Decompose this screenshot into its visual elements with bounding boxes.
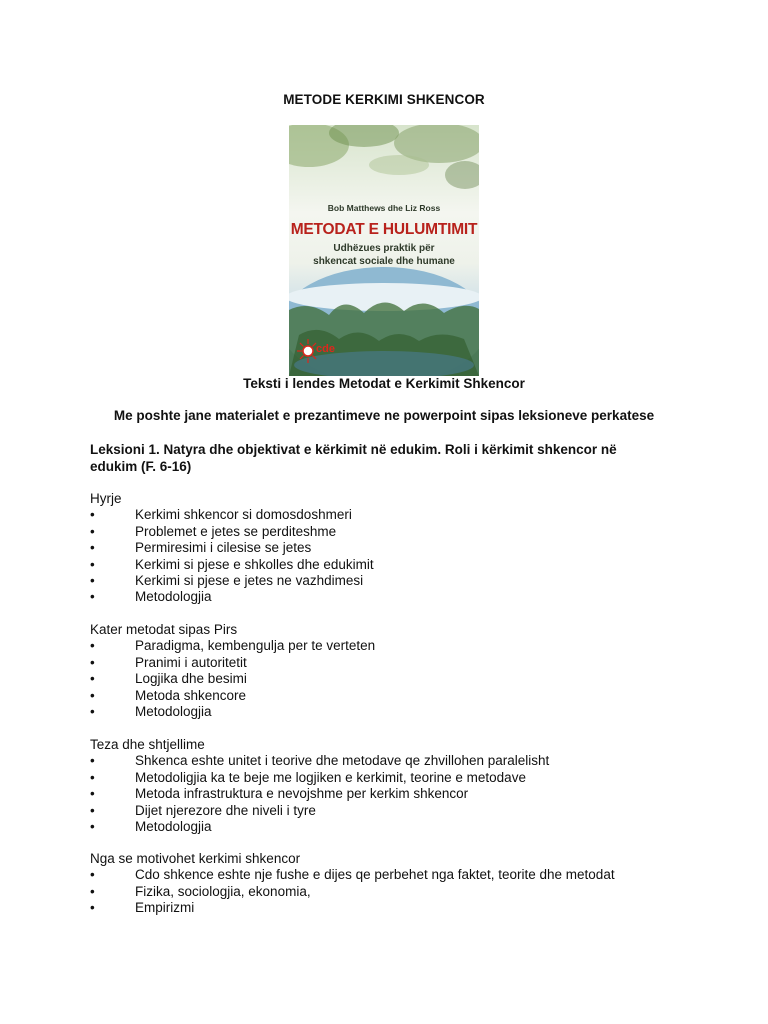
list-item-text: Shkenca eshte unitet i teorive dhe metodave qe zhvillohen paralelisht — [135, 753, 550, 769]
list-item-text: Metoda shkencore — [135, 687, 247, 703]
section-heading: Hyrje — [90, 491, 122, 506]
book-cover-image — [289, 125, 479, 376]
bullet: • — [90, 704, 95, 720]
list-item — [90, 900, 710, 916]
list-item-text: Pranimi i autoritetit — [135, 654, 247, 670]
section-hyrje — [90, 491, 710, 606]
bullet: • — [90, 753, 95, 769]
bullet: • — [90, 671, 95, 687]
list-item — [90, 819, 710, 835]
list-item — [90, 803, 710, 819]
bullet: • — [90, 819, 95, 835]
section-motivohet — [90, 851, 710, 917]
bullet: • — [90, 507, 95, 523]
list-item-text: Fizika, sociologjia, ekonomia, — [135, 883, 311, 899]
bullet: • — [90, 687, 95, 703]
lesson-title-line1: Leksioni 1. Natyra dhe objektivat e kërkimit në edukim. Roli i kërkimit shkencor në — [90, 442, 617, 457]
bullet: • — [90, 883, 95, 899]
bullet: • — [90, 523, 95, 539]
list-item — [90, 507, 710, 523]
section-teza — [90, 737, 710, 835]
list-item-text: Kerkimi si pjese e jetes ne vazhdimesi — [135, 573, 364, 589]
list-item-text: Kerkimi shkencor si domosdoshmeri — [135, 507, 352, 523]
book-title: METODAT E HULUMTIMIT — [290, 221, 478, 238]
book-caption: Teksti i lendes Metodat e Kerkimit Shkencor — [243, 376, 525, 391]
list-item-text: Dijet njerezore dhe niveli i tyre — [135, 802, 316, 818]
bullet: • — [90, 589, 95, 605]
list-item — [90, 655, 710, 671]
list-item — [90, 589, 710, 605]
bullet: • — [90, 769, 95, 785]
bullet: • — [90, 786, 95, 802]
list-item — [90, 638, 710, 654]
list-item-text: Permiresimi i cilesise se jetes — [135, 540, 312, 556]
list-item-text: Empirizmi — [135, 900, 195, 916]
lesson-title — [90, 441, 680, 475]
list-item-text: Metodoligjia ka te beje me logjiken e kerkimit, teorine e metodave — [135, 769, 526, 785]
book-subtitle-line1: Udhëzues praktik për — [333, 243, 435, 254]
bullet: • — [90, 556, 95, 572]
list-item — [90, 704, 710, 720]
bullet: • — [90, 867, 95, 883]
list-item — [90, 867, 710, 883]
publisher-logo: cde — [316, 343, 335, 355]
book-authors: Bob Matthews dhe Liz Ross — [327, 203, 441, 213]
list-item-text: Metodologjia — [135, 819, 212, 835]
bullet: • — [90, 638, 95, 654]
bullet: • — [90, 654, 95, 670]
list-item-text: Cdo shkence eshte nje fushe e dijes qe perbehet nga faktet, teorite dhe metodat — [135, 867, 615, 883]
section-heading: Kater metodat sipas Pirs — [90, 622, 238, 637]
bullet: • — [90, 802, 95, 818]
list-item — [90, 753, 710, 769]
list-item — [90, 573, 710, 589]
list-item-text: Metoda infrastruktura e nevojshme per kerkim shkencor — [135, 786, 469, 802]
list-item-text: Problemet e jetes se perditeshme — [135, 523, 337, 539]
list-item — [90, 770, 710, 786]
list-item — [90, 688, 710, 704]
section-kater-metodat — [90, 622, 710, 720]
list-item — [90, 671, 710, 687]
bullet: • — [90, 573, 95, 589]
list-item — [90, 540, 710, 556]
list-item — [90, 786, 710, 802]
section-heading: Nga se motivohet kerkimi shkencor — [90, 851, 301, 866]
list-item-text: Metodologjia — [135, 704, 212, 720]
list-item-text: Kerkimi si pjese e shkolles dhe edukimit — [135, 556, 374, 572]
bullet: • — [90, 540, 95, 556]
lesson-title-line2: edukim (F. 6-16) — [90, 459, 192, 474]
intro-text: Me poshte jane materialet e prezantimeve ne powerpoint sipas leksioneve perkatese — [113, 408, 655, 423]
bullet: • — [90, 900, 95, 916]
page-title: METODE KERKIMI SHKENCOR — [283, 92, 485, 107]
book-subtitle-line2: shkencat sociale dhe humane — [313, 256, 455, 267]
section-heading: Teza dhe shtjellime — [90, 737, 205, 752]
list-item-text: Metodologjia — [135, 589, 212, 605]
list-item — [90, 884, 710, 900]
list-item-text: Logjika dhe besimi — [135, 671, 247, 687]
list-item — [90, 557, 710, 573]
list-item — [90, 524, 710, 540]
list-item-text: Paradigma, kembengulja per te verteten — [135, 638, 376, 654]
